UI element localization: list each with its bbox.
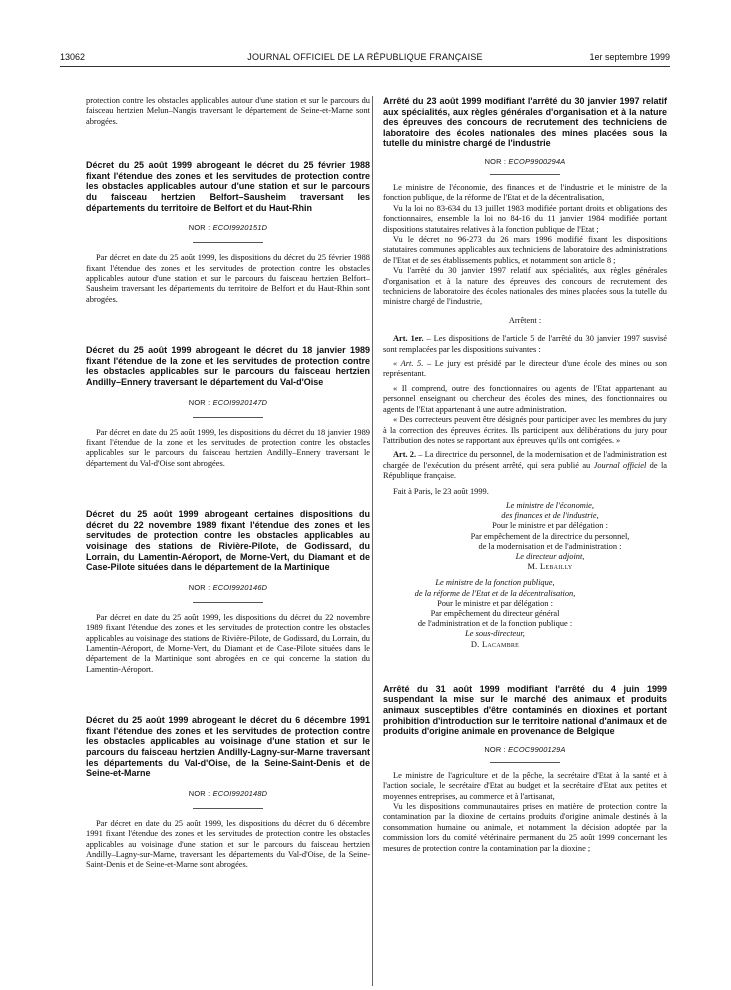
column-separator bbox=[372, 96, 373, 986]
nor-label: NOR : bbox=[188, 223, 213, 233]
signature-line: Par empêchement de la directrice du personnel, bbox=[470, 531, 630, 541]
nor-label: NOR : bbox=[484, 156, 509, 166]
decree-title: Décret du 25 août 1999 abrogeant le décret du 6 décembre 1991 fixant l'étendue des zones et les servitudes de protection contre les obstacles applicables au voisinage d'une station et sur le parcours du faisceau hertzien Andilly-Lagny-sur-Marne traversant les départements du Val-d'Oise, de la Seine-Saint-Denis et de Seine-et-Marne bbox=[86, 715, 370, 779]
nor-label: NOR : bbox=[188, 788, 213, 798]
decree-body: Par décret en date du 25 août 1999, les dispositions du décret du 22 novembre 1989 fixant l'étendue des zones et les servitudes de protection contre les obstacles applicables au voisinage des stations de Rivière-Pilote, de Godissard, du Lorrain, du Lamentin-Aéroport, de Morne-Vert, du Diamant et de Case-Pilote situées dans le département de la Martinique sont abrogées en ce qui concerne la station du Lamentin-Aéroport. bbox=[86, 612, 370, 674]
article-2-journal: Journal officiel bbox=[593, 460, 647, 470]
arretent-heading: Arrêtent : bbox=[508, 315, 542, 325]
nor-reference bbox=[86, 583, 370, 592]
signature-line: Par empêchement du directeur général bbox=[430, 608, 560, 618]
quoted-paragraph: « Il comprend, outre des fonctionnaires ou agents de l'Etat appartenant au personnel enseignant ou chercheur des écoles des mines, des fonctionnaires ou agents de l'Etat appartenant à une autre administration. bbox=[383, 383, 667, 414]
preamble-paragraph: Vu les dispositions communautaires prises en matière de protection contre la contamination par la dioxine de certains produits d'origine animale destinés à la consommation humaine ou animale, et notamment la décision adoptée par la commission lors du comité vétérinaire permanent du 25 août 1999 concernant les mesures de protection contre la contamination par la dioxine ; bbox=[383, 801, 667, 853]
continuation-text: protection contre les obstacles applicables autour d'une station et sur le parcours du faisceau hertzien Melun–Nangis traversant le département de Seine-et-Marne sont abrogées. bbox=[86, 96, 370, 126]
quoted-article-5 bbox=[383, 359, 667, 380]
arrete-title: Arrêté du 31 août 1999 modifiant l'arrêté du 4 juin 1999 suspendant la mise sur le marché des animaux et produits animaux susceptibles d'être contaminés en dioxines et portant prohibition d'introduction sur le territoire national d'animaux et de produits d'origine animale en provenance de Belgique bbox=[383, 683, 667, 737]
right-column bbox=[383, 96, 667, 854]
nor-reference bbox=[86, 398, 370, 407]
nor-label: NOR : bbox=[484, 744, 509, 754]
article-1 bbox=[383, 334, 667, 355]
signature-line: Le directeur adjoint, bbox=[515, 551, 585, 561]
nor-label: NOR : bbox=[188, 397, 213, 407]
header-rule bbox=[60, 66, 670, 67]
decree-body: Par décret en date du 25 août 1999, les dispositions du décret du 25 février 1988 fixant l'étendue des zones et les servitudes de protection contre les obstacles applicables autour d'une station et sur le parcours du faisceau hertzien Belfort–Sausheim traversant les départements du territoire de Belfort et du Haut-Rhin sont abrogées. bbox=[86, 253, 370, 304]
signatory-name: D. Lacambre bbox=[470, 639, 520, 649]
signature-line: de la réforme de l'Etat et de la décentralisation, bbox=[414, 588, 576, 598]
nor-code: ECOP9900294A bbox=[508, 156, 566, 166]
journal-title: JOURNAL OFFICIEL DE LA RÉPUBLIQUE FRANÇAISE bbox=[247, 52, 483, 62]
decree-title: Décret du 25 août 1999 abrogeant le décret du 25 février 1988 fixant l'étendue des zones et les servitudes de protection contre les obstacles applicables autour d'une station et sur le parcours du faisceau hertzien Belfort–Sausheim traversant les départements du territoire de Belfort et du Haut-Rhin bbox=[86, 160, 370, 213]
page-header bbox=[60, 52, 670, 66]
article-2-label: Art. 2. bbox=[393, 450, 417, 460]
decree-title: Décret du 25 août 1999 abrogeant certaines dispositions du décret du 22 novembre 1989 fixant l'étendue des zones et les servitudes de protection contre les obstacles applicables au voisinage des stations de Rivière-Pilote, de Godissard, du Lorrain, du Lamentin-Aéroport, de Morne-Vert, du Diamant et de Case-Pilote situées dans le département de la Martinique bbox=[86, 509, 370, 573]
nor-code: ECOI9920146D bbox=[212, 582, 268, 592]
signature-line: des finances et de l'industrie, bbox=[501, 511, 599, 521]
signatory-name: M. Lebailly bbox=[527, 562, 573, 572]
preamble-paragraph: Vu l'arrêté du 30 janvier 1997 relatif aux spécialités, aux règles générales d'organisation et à la nature des épreuves des concours de recrutement des techniciens de laboratoire des écoles nationales des mines placées sous la tutelle du ministre chargé de l'industrie, bbox=[383, 266, 667, 307]
quoted-article-text: – Le jury est présidé par le directeur d'une école des mines ou son représentant. bbox=[383, 359, 667, 379]
issue-date: 1er septembre 1999 bbox=[589, 52, 670, 62]
page-number: 13062 bbox=[60, 52, 86, 62]
decree-body: Par décret en date du 25 août 1999, les dispositions du décret du 6 décembre 1991 fixant l'étendue des zones et les servitudes de protection contre les obstacles applicables au voisinage d'une station et sur le parcours du faisceau hertzien Andilly–Lagny-sur-Marne, traversant les départements du Val-d'Oise, de la Seine-Saint-Denis et de Seine-et-Marne sont abrogées. bbox=[86, 818, 370, 870]
article-2 bbox=[383, 450, 667, 481]
signature-block-2 bbox=[383, 578, 607, 649]
nor-code: ECOC9900129A bbox=[508, 744, 566, 754]
preamble-paragraph: Vu le décret no 96-273 du 26 mars 1996 modifié fixant les dispositions statutaires communes applicables aux techniciens de laboratoire des administrations de l'Etat et de ses établissements publics, et notamment son article 8 ; bbox=[383, 235, 667, 265]
article-2-text-end: de la République française. bbox=[383, 460, 668, 481]
nor-reference bbox=[383, 745, 667, 754]
decree-body: Par décret en date du 25 août 1999, les dispositions du décret du 18 janvier 1989 fixant l'étendue de la zone et les servitudes de protection contre les obstacles applicables sur le parcours du faisceau hertzien Andilly–Ennery traversant le département du Val-d'Oise sont abrogées. bbox=[86, 427, 370, 468]
signature-line: de l'administration et de la fonction publique : bbox=[417, 619, 573, 629]
article-1-text: – Les dispositions de l'article 5 de l'arrêté du 30 janvier 1997 susvisé sont remplacées par les dispositions suivantes : bbox=[383, 334, 667, 354]
preamble-paragraph: Vu la loi no 83-634 du 13 juillet 1983 modifiée portant droits et obligations des fonctionnaires, ensemble la loi no 84-16 du 11 janvier 1984 modifiée portant dispositions statutaires relatives à la fonction publique de l'Etat ; bbox=[383, 203, 667, 234]
nor-reference bbox=[86, 789, 370, 798]
quoted-paragraph: « Des correcteurs peuvent être désignés pour participer avec les membres du jury à la correction des épreuves écrites. Ils participent aux délibérations du jury pour l'attribution des notes se rapportant aux épreuves qu'ils ont corrigées. » bbox=[383, 415, 667, 445]
fait-a-paris: Fait à Paris, le 23 août 1999. bbox=[393, 486, 489, 496]
preamble-paragraph: Le ministre de l'économie, des finances et de l'industrie et le ministre de la fonction publique, de la réforme de l'Etat et de la décentralisation, bbox=[383, 182, 667, 203]
nor-reference bbox=[383, 157, 667, 166]
signature-line: Pour le ministre et par délégation : bbox=[437, 598, 553, 608]
signature-line: Pour le ministre et par délégation : bbox=[492, 521, 608, 531]
nor-code: ECOI9920148D bbox=[212, 788, 268, 798]
preamble-paragraph: Le ministre de l'agriculture et de la pêche, la secrétaire d'Etat à la santé et à l'action sociale, le secrétaire d'Etat au budget et la secrétaire d'Etat aux petites et moyennes entreprises, au commerce et à l'artisanat, bbox=[383, 770, 667, 801]
nor-reference bbox=[86, 223, 370, 232]
article-1-label: Art. 1er. bbox=[393, 334, 424, 344]
signature-line: de la modernisation et de l'administration : bbox=[478, 541, 622, 551]
decree-title: Décret du 25 août 1999 abrogeant le décret du 18 janvier 1989 fixant l'étendue de la zone et les servitudes de protection contre les obstacles applicables sur le parcours du faisceau hertzien Andilly–Ennery traversant le département du Val-d'Oise bbox=[86, 345, 370, 387]
quoted-article-label: « Art. 5. bbox=[393, 359, 424, 369]
signature-line: Le ministre de l'économie, bbox=[505, 500, 594, 510]
nor-code: ECOI9920151D bbox=[212, 223, 268, 233]
left-column bbox=[86, 96, 370, 871]
article-2-text: – La directrice du personnel, de la modernisation et de l'administration est chargée de l'exécution du présent arrêté, qui sera publié au bbox=[383, 450, 667, 470]
nor-code: ECOI9920147D bbox=[212, 397, 268, 407]
signature-line: Le ministre de la fonction publique, bbox=[435, 578, 555, 588]
arrete-title: Arrêté du 23 août 1999 modifiant l'arrêté du 30 janvier 1997 relatif aux spécialités, aux règles générales d'organisation et à la nature des épreuves des concours de recrutement des techniciens de laboratoire des écoles nationales des mines placées sous la tutelle du ministre chargé de l'industrie bbox=[383, 96, 667, 149]
signature-line: Le sous-directeur, bbox=[465, 629, 525, 639]
signature-block-1 bbox=[433, 501, 667, 572]
nor-label: NOR : bbox=[188, 582, 213, 592]
